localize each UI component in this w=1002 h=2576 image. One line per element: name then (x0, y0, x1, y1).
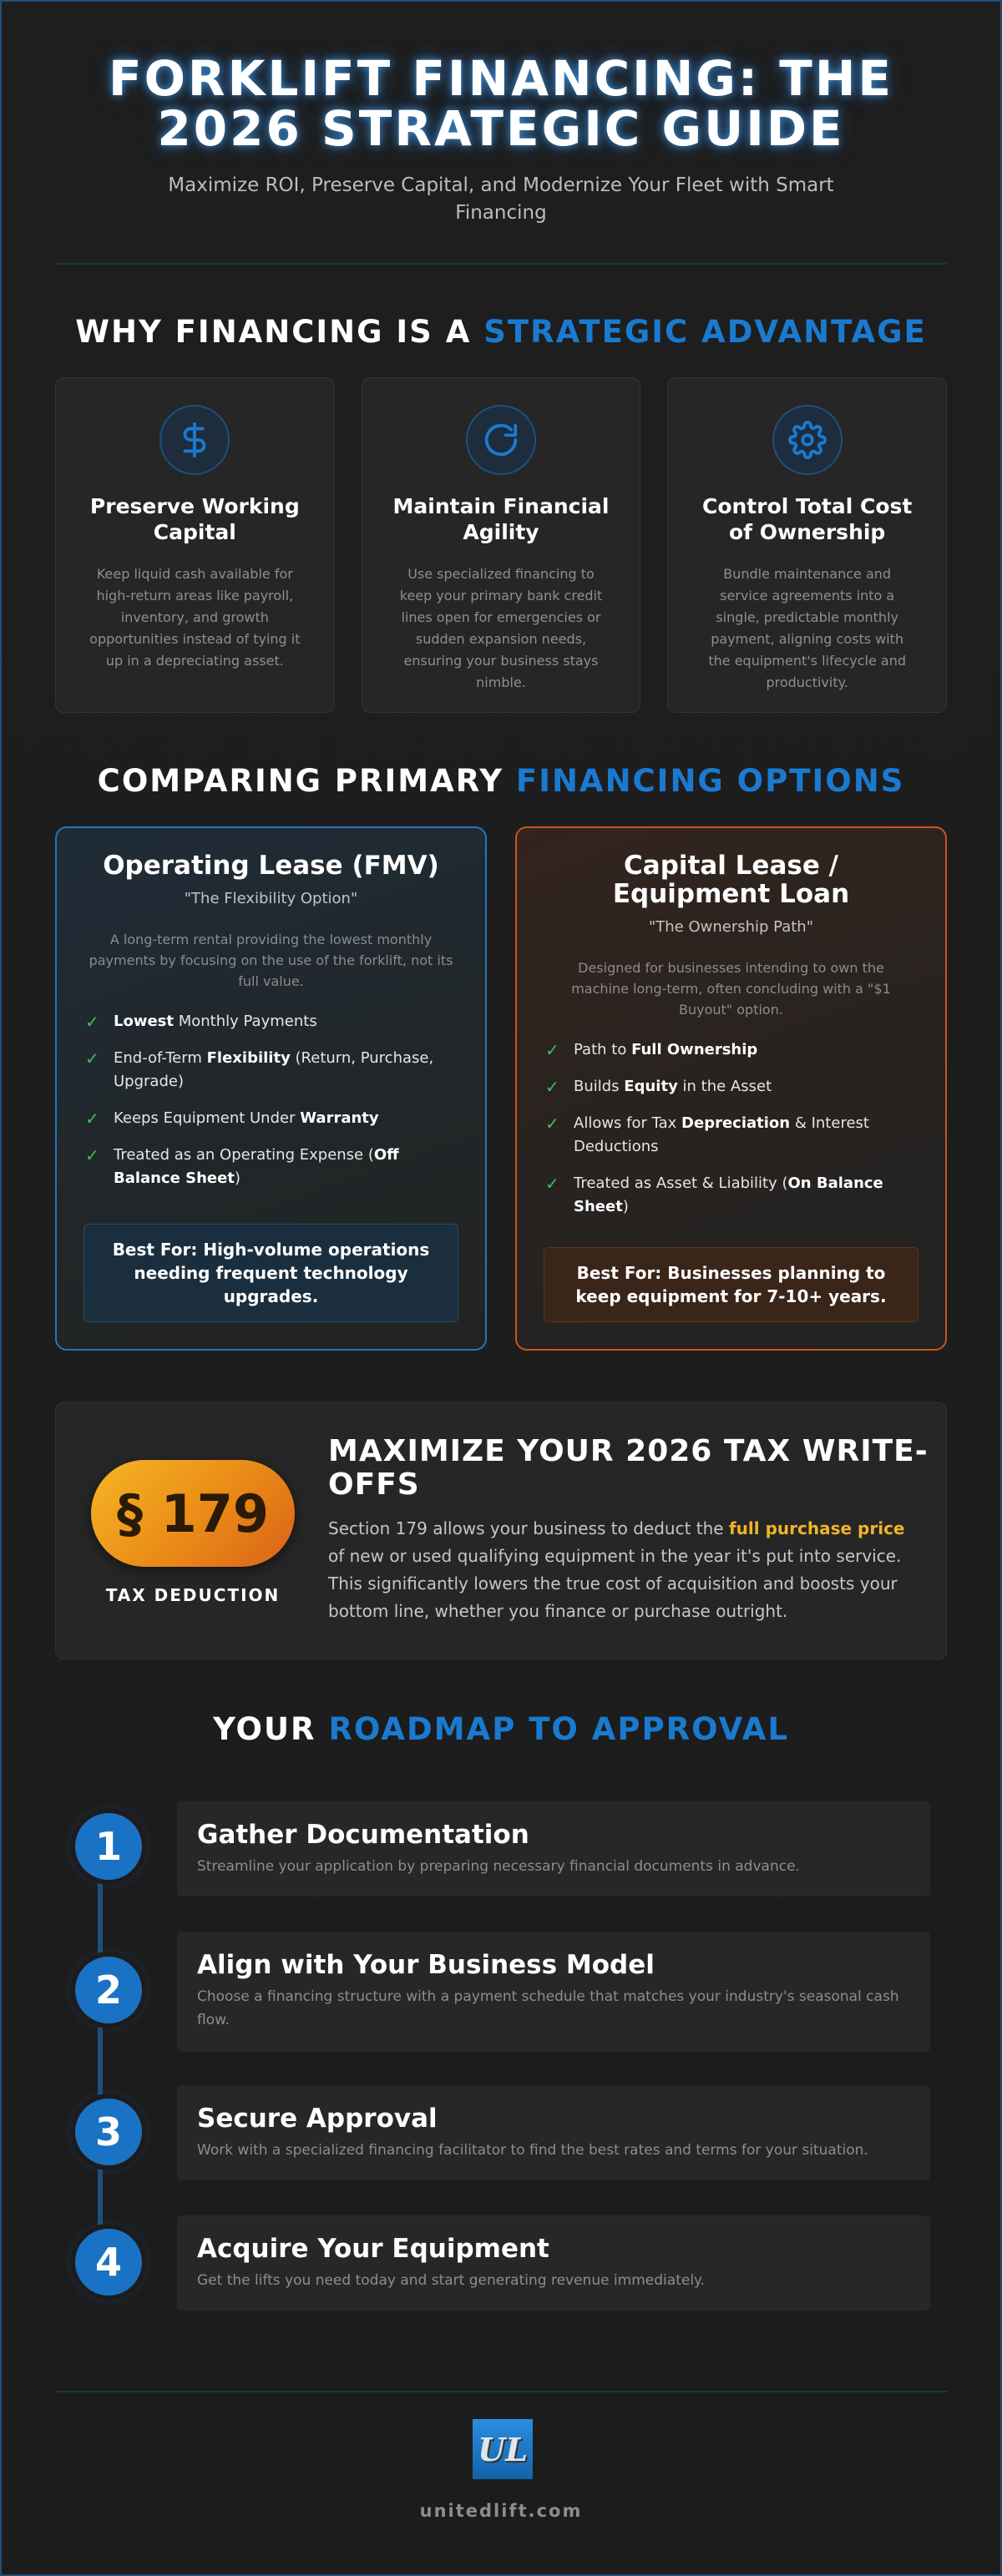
tax-title: MAXIMIZE YOUR 2026 TAX WRITE-OFFS (328, 1434, 929, 1502)
operating-lease-card (55, 826, 487, 1351)
feature-bold: Lowest (114, 1013, 174, 1030)
roadmap-step-2 (177, 1932, 930, 2052)
roadmap-title-accent: ROADMAP TO APPROVAL (328, 1711, 789, 1747)
check-icon: ✓ (85, 1109, 99, 1129)
feature-item (545, 1112, 918, 1159)
roadmap-connector-line (98, 1846, 103, 2264)
refresh-icon (466, 405, 536, 475)
option-subtitle: "The Flexibility Option" (184, 890, 358, 907)
feature-text: End-of-Term (114, 1049, 207, 1067)
advantage-card-total-cost (667, 377, 947, 713)
advantage-card-financial-agility (362, 377, 641, 713)
advantage-card-desc: Use specialized financing to keep your primary bank credit lines open for emergencies or sudden expansion needs, ensuring your business stays nimble. (399, 566, 603, 690)
options-title-prefix: COMPARING PRIMARY (97, 763, 504, 799)
feature-bold: Flexibility (206, 1049, 291, 1067)
check-icon: ✓ (545, 1040, 559, 1060)
feature-item (85, 1144, 458, 1190)
feature-text: in the Asset (677, 1078, 772, 1095)
feature-text: ) (622, 1198, 629, 1215)
step-desc: Get the lifts you need today and start generating revenue immediately. (197, 2272, 706, 2289)
option-title: Capital Lease / Equipment Loan (612, 851, 850, 909)
advantage-cards (55, 377, 947, 713)
check-icon: ✓ (545, 1114, 559, 1134)
advantage-card-title: Maintain Financial Agility (392, 494, 610, 544)
section-179-badge: § 179 (91, 1460, 295, 1567)
options-cards (55, 826, 947, 1351)
feature-text: Keeps Equipment Under (114, 1109, 301, 1127)
feature-bold: Full Ownership (631, 1041, 758, 1058)
footer-url: unitedlift.com (419, 2501, 583, 2521)
page-title-line-1: FORKLIFT FINANCING: THE (108, 50, 894, 107)
roadmap-step-1 (177, 1801, 930, 1897)
feature-item (85, 1107, 458, 1130)
footer-divider (55, 2391, 947, 2392)
advantage-card-working-capital (55, 377, 335, 713)
step-title: Align with Your Business Model (197, 1950, 655, 1980)
step-desc: Choose a financing structure with a payment schedule that matches your industry's seasonal cash flow. (197, 1988, 899, 2028)
check-icon: ✓ (545, 1174, 559, 1194)
feature-list (544, 1038, 918, 1219)
advantage-card-desc: Bundle maintenance and service agreements into a single, predictable monthly payment, aligning costs with the equipment's lifecycle and productivity. (708, 566, 906, 690)
best-for-box: Best For: Businesses planning to keep equipment for 7-10+ years. (544, 1247, 918, 1322)
feature-bold: Off Balance Sheet (114, 1146, 399, 1187)
united-lift-logo: UL (473, 2419, 533, 2479)
step-desc: Streamline your application by preparing necessary financial documents in advance. (197, 1858, 800, 1875)
advantage-section-title (2, 314, 1000, 350)
step-title: Gather Documentation (197, 1820, 529, 1850)
feature-bold: On Balance Sheet (574, 1174, 883, 1215)
dollar-icon (159, 405, 230, 475)
tax-body-text: of new or used qualifying equipment in the year it's put into service. This significantly lowers the true cost of acquisition and boosts your bottom line, whether you finance or purchase outright. (328, 1546, 902, 1621)
check-icon: ✓ (85, 1145, 99, 1165)
feature-item (85, 1010, 458, 1033)
tax-card (55, 1402, 947, 1659)
step-title: Secure Approval (197, 2104, 438, 2134)
page-title (2, 50, 1000, 157)
gear-icon (772, 405, 843, 475)
feature-item (545, 1075, 918, 1099)
feature-bold: Equity (624, 1078, 678, 1095)
page-title-line-2: 2026 STRATEGIC GUIDE (157, 100, 845, 157)
options-section-title (2, 763, 1000, 799)
advantage-card-desc: Keep liquid cash available for high-return areas like payroll, inventory, and growth opportunities instead of tying it up in a depreciating asset. (89, 566, 301, 669)
step-desc: Work with a specialized financing facilitator to find the best rates and terms for your situation. (197, 2142, 868, 2159)
check-icon: ✓ (545, 1077, 559, 1097)
header (2, 2, 1000, 227)
option-desc: A long-term rental providing the lowest monthly payments by focusing on the use of the forklift, not its full value. (89, 932, 453, 989)
roadmap-section-title (2, 1711, 1000, 1747)
feature-text: (Return, Purchase, Upgrade) (114, 1049, 434, 1090)
feature-item (85, 1047, 458, 1094)
option-title: Operating Lease (FMV) (103, 851, 439, 881)
feature-text: Monthly Payments (174, 1013, 317, 1030)
feature-bold: Warranty (300, 1109, 379, 1127)
step-number: 1 (75, 1813, 142, 1880)
feature-text: Path to (574, 1041, 632, 1058)
advantage-title-prefix: WHY FINANCING IS A (75, 314, 472, 350)
feature-text: Treated as Asset & Liability ( (574, 1174, 788, 1192)
feature-list (84, 1010, 458, 1190)
advantage-card-title: Control Total Cost of Ownership (701, 494, 913, 544)
badge-label: TAX DEDUCTION (105, 1585, 281, 1605)
feature-text: Allows for Tax (574, 1114, 682, 1132)
feature-text: Builds (574, 1078, 625, 1095)
option-subtitle: "The Ownership Path" (648, 918, 813, 936)
feature-text: ) (234, 1169, 240, 1187)
capital-lease-card (515, 826, 947, 1351)
feature-item (545, 1172, 918, 1219)
tax-body-highlight: full purchase price (728, 1518, 905, 1538)
step-number: 4 (75, 2229, 142, 2296)
option-desc: Designed for businesses intending to own the machine long-term, often concluding with a "$1 Buyout" option. (571, 960, 891, 1018)
step-number: 3 (75, 2099, 142, 2165)
roadmap-step-4 (177, 2215, 930, 2311)
options-title-accent: FINANCING OPTIONS (515, 763, 905, 799)
feature-text: Treated as an Operating Expense ( (114, 1146, 374, 1164)
advantage-card-title: Preserve Working Capital (89, 494, 300, 544)
tax-body-text: Section 179 allows your business to deduct the (328, 1518, 729, 1538)
feature-text: & Interest Deductions (574, 1114, 869, 1155)
advantage-title-accent: STRATEGIC ADVANTAGE (483, 314, 927, 350)
feature-bold: Depreciation (681, 1114, 791, 1132)
best-for-box: Best For: High-volume operations needing frequent technology upgrades. (84, 1224, 458, 1322)
step-number: 2 (75, 1957, 142, 2023)
check-icon: ✓ (85, 1012, 99, 1032)
page-subtitle: Maximize ROI, Preserve Capital, and Modernize Your Fleet with Smart Financing (168, 174, 834, 224)
roadmap-title-prefix: YOUR (213, 1711, 316, 1747)
check-icon: ✓ (85, 1048, 99, 1068)
feature-item (545, 1038, 918, 1062)
step-title: Acquire Your Equipment (197, 2234, 549, 2264)
header-divider (55, 263, 947, 265)
tax-body (328, 1515, 921, 1625)
roadmap-step-3 (177, 2085, 930, 2180)
